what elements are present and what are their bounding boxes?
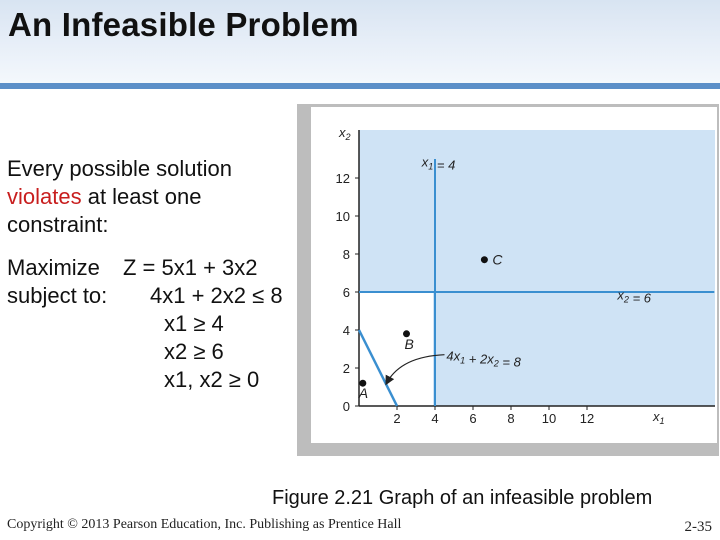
point-label-b: B xyxy=(404,335,414,352)
slide-title: An Infeasible Problem xyxy=(8,6,359,43)
point-label-a: A xyxy=(358,385,369,402)
intro-pre: Every possible solution xyxy=(7,156,233,181)
constraint-row-2 xyxy=(7,310,224,338)
y-tick-label: 4 xyxy=(342,323,350,338)
label-c1-line: $4x_1 + 2x_2 = 8$ xyxy=(446,348,521,370)
intro-highlight: violates xyxy=(7,184,82,209)
subject-to-label: subject to: xyxy=(7,283,108,308)
x-tick-label: 2 xyxy=(393,411,401,426)
constraint-row-3 xyxy=(7,338,224,366)
x-tick-label: 12 xyxy=(579,411,595,426)
infeasible-graph xyxy=(297,104,719,456)
page-number: 2-35 xyxy=(684,519,712,535)
x-tick-label: 6 xyxy=(469,411,477,426)
constraint-row-4 xyxy=(7,366,260,394)
copyright-footer: Copyright © 2013 Pearson Education, Inc. Publishing as Prentice Hall xyxy=(7,517,402,532)
objective-function: Z = 5x1 + 3x2 xyxy=(123,255,258,280)
y-tick-label: 12 xyxy=(335,171,350,186)
label-x1-eq-4: $x_1 = 4$ xyxy=(421,154,456,173)
constraint-3: x2 ≥ 6 xyxy=(164,339,224,364)
intro-post: at least one constraint: xyxy=(7,184,202,237)
y-axis-label: $x_2$ xyxy=(339,125,351,142)
y-tick-label: 0 xyxy=(342,399,350,414)
constraint-2: x1 ≥ 4 xyxy=(164,311,224,336)
title-accent-rule xyxy=(0,83,720,89)
constraint-1: 4x1 + 2x2 ≤ 8 xyxy=(150,283,283,308)
x-tick-label: 8 xyxy=(507,411,515,426)
x-tick-label: 10 xyxy=(541,411,557,426)
y-tick-label: 6 xyxy=(342,285,350,300)
objective-row xyxy=(7,254,258,282)
x-tick-label: 4 xyxy=(431,411,439,426)
constraint-4: x1, x2 ≥ 0 xyxy=(164,367,260,392)
maximize-label: Maximize xyxy=(7,255,100,280)
white-corner-region xyxy=(359,291,433,406)
constraint-row-1 xyxy=(7,282,283,310)
label-x2-eq-6: $x_2 = 6$ xyxy=(617,287,652,306)
lp-model xyxy=(7,254,283,394)
point-c xyxy=(481,256,488,263)
figure-caption: Figure 2.21 Graph of an infeasible problem xyxy=(272,487,653,509)
y-tick-label: 2 xyxy=(342,361,350,376)
point-label-c: C xyxy=(492,251,503,268)
x-axis-label: $x_1$ xyxy=(653,409,665,426)
y-tick-label: 10 xyxy=(335,209,350,224)
intro-text xyxy=(7,155,297,239)
y-tick-label: 8 xyxy=(342,247,350,262)
